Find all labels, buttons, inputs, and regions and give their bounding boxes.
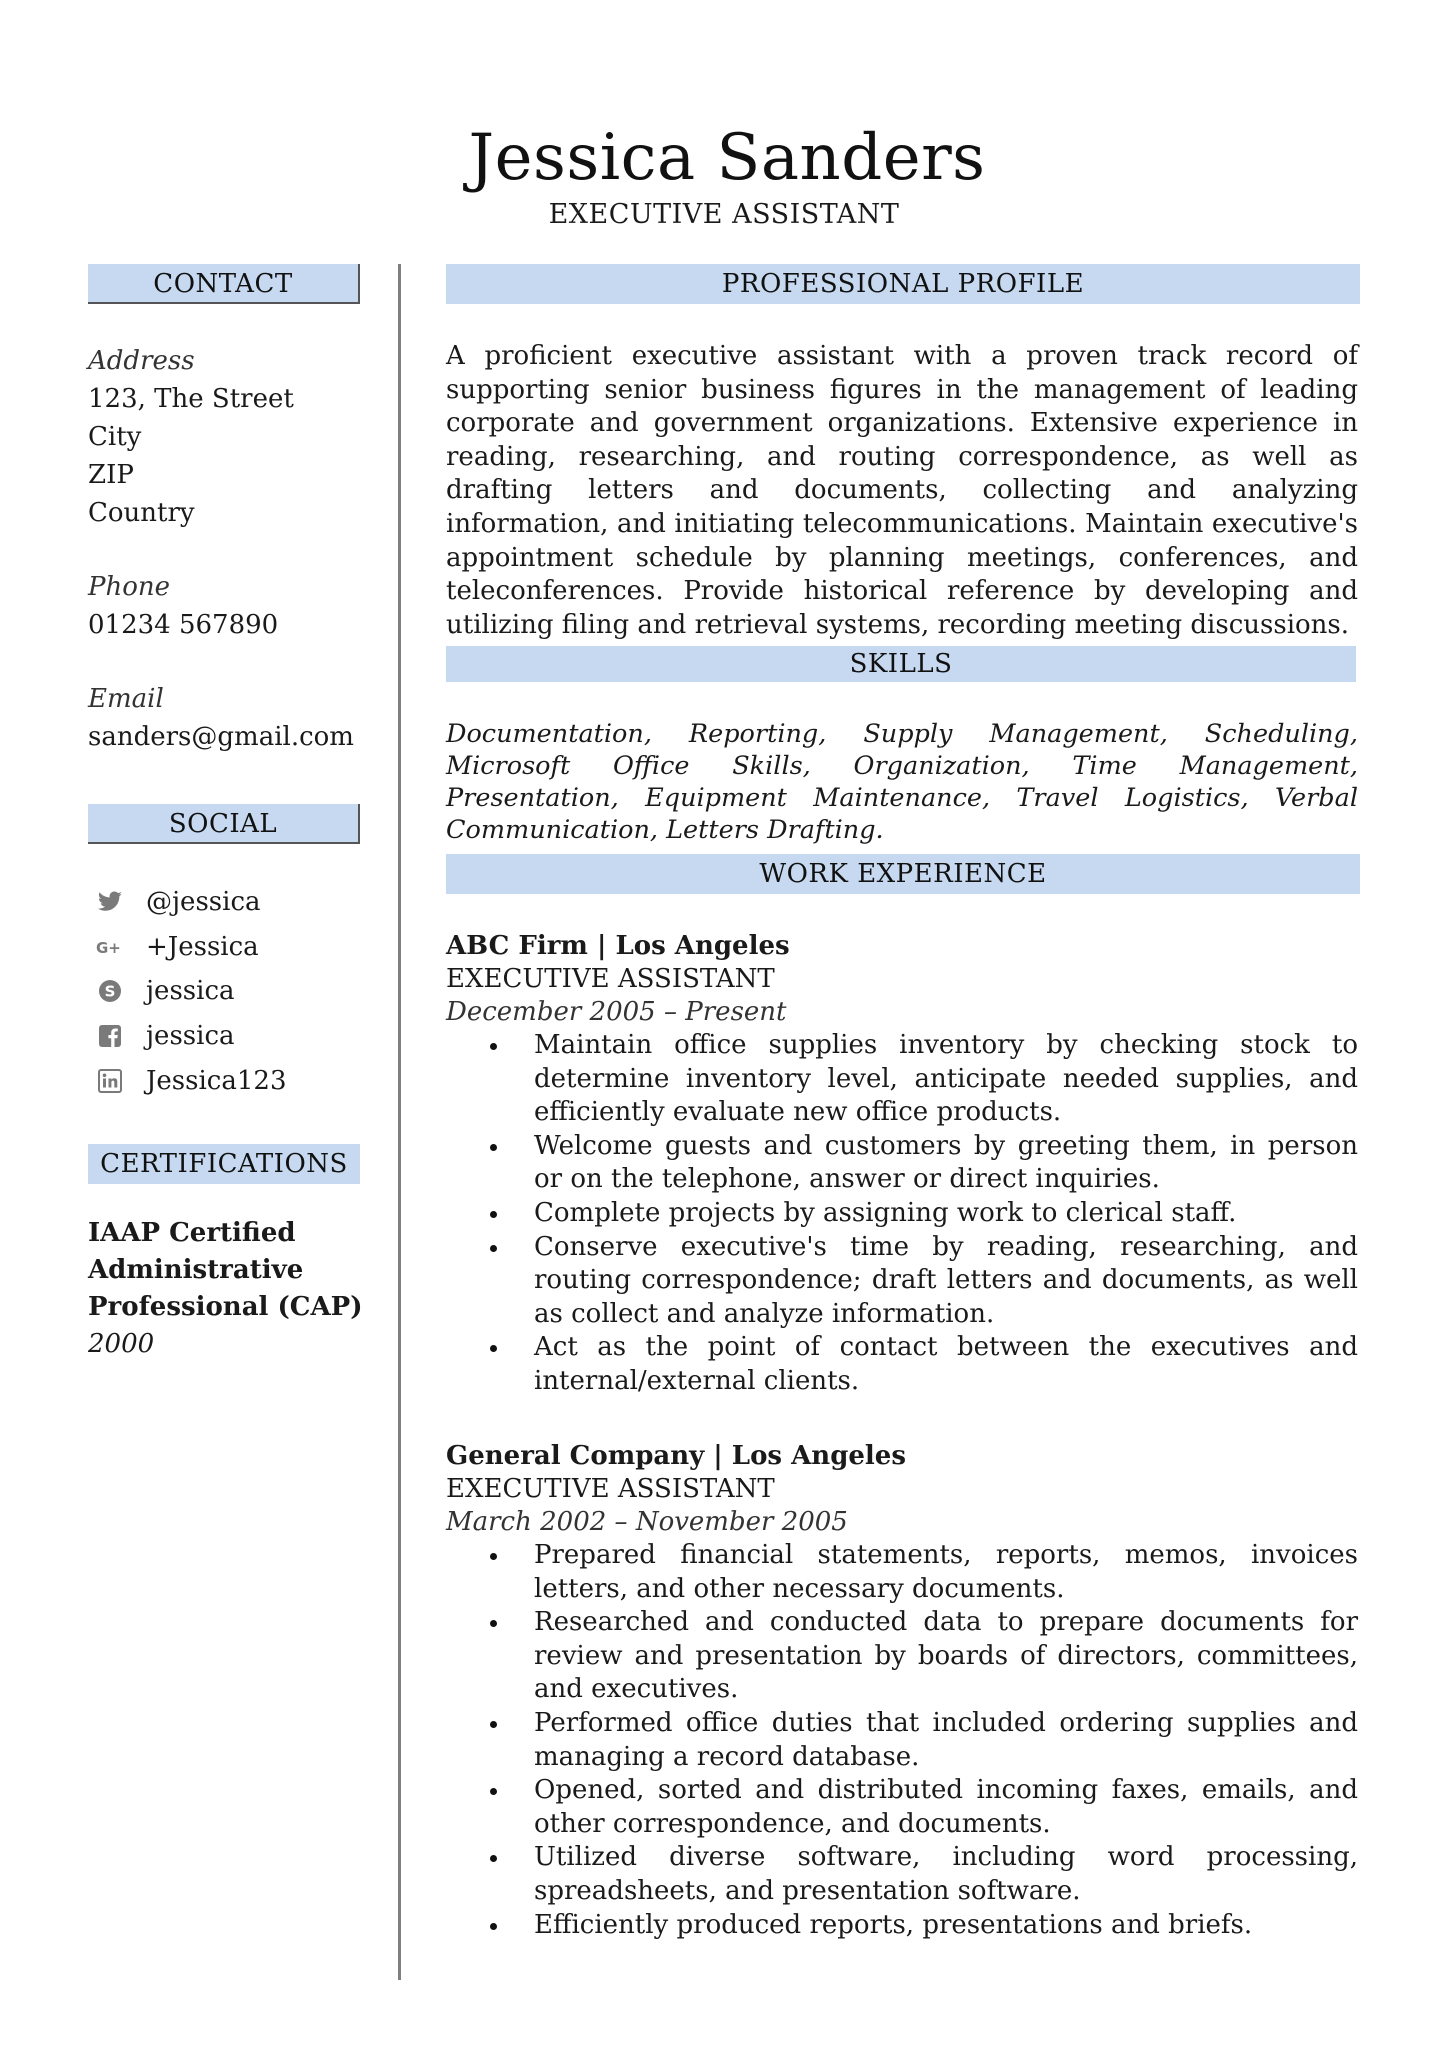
svg-text:S: S: [104, 982, 116, 1001]
email-label: Email: [88, 684, 164, 714]
duty-item: Act as the point of contact between the executives and internal/external clients.: [446, 1331, 1358, 1398]
certification-name: Administrative: [88, 1255, 304, 1285]
certification-year: 2000: [88, 1329, 155, 1359]
social-handle: @jessica: [146, 887, 261, 918]
column-divider: [398, 264, 401, 1980]
contact-block: [88, 342, 388, 756]
certification-name: Professional (CAP): [88, 1292, 363, 1322]
duty-item: Complete projects by assigning work to clerical staff.: [446, 1197, 1358, 1231]
social-handle: +Jessica: [146, 931, 259, 962]
address-line: Country: [88, 498, 195, 528]
address-label: Address: [88, 346, 195, 376]
duty-item: Maintain office supplies inventory by checking stock to determine inventory level, anticipate needed supplies, and efficiently evaluate new office products.: [446, 1029, 1358, 1130]
job-role: EXECUTIVE ASSISTANT: [446, 964, 775, 994]
profile-heading: PROFESSIONAL PROFILE: [446, 264, 1360, 304]
skype-icon: [96, 977, 124, 1005]
duty-item: Prepared financial statements, reports, memos, invoices letters, and other necessary documents.: [446, 1539, 1358, 1606]
candidate-name: Jessica Sanders: [468, 121, 986, 195]
phone-label: Phone: [88, 572, 171, 602]
experience-heading: WORK EXPERIENCE: [446, 854, 1360, 894]
skills-text: Documentation, Reporting, Supply Management, Scheduling, Microsoft Office Skills, Organization, Time Management, Presentation, Equipment Maintenance, Travel Logistics, Verbal Communication, Letters Drafting.: [446, 719, 1358, 845]
profile-text: A proficient executive assistant with a proven track record of supporting senior business figures in the management of leading corporate and government organizations. Extensive experience in reading, researching, and routing correspondence, as well as drafting letters and documents, collecting and analyzing information, and initiating telecommunications. Maintain executive's appointment schedule by planning meetings, conferences, and teleconferences. Provide historical reference by developing and utilizing filing and retrieval systems, recording meeting discussions.: [446, 341, 1358, 640]
duty-item: Welcome guests and customers by greeting them, in person or on the telephone, answer or direct inquiries.: [446, 1130, 1358, 1197]
candidate-title: EXECUTIVE ASSISTANT: [548, 199, 900, 230]
social-heading: SOCIAL: [88, 804, 360, 844]
social-handle: jessica: [146, 976, 235, 1007]
duty-item: Opened, sorted and distributed incoming faxes, emails, and other correspondence, and documents.: [446, 1774, 1358, 1841]
linkedin-icon: [96, 1067, 124, 1095]
duty-item: Performed office duties that included ordering supplies and managing a record database.: [446, 1707, 1358, 1774]
email-value[interactable]: sanders@gmail.com: [88, 722, 354, 752]
social-item-skype[interactable]: [96, 969, 396, 1014]
social-item-twitter[interactable]: [96, 880, 396, 925]
social-list: [96, 880, 396, 1103]
certifications-heading: CERTIFICATIONS: [88, 1144, 360, 1184]
social-item-google-plus[interactable]: [96, 925, 396, 970]
twitter-icon: [96, 888, 124, 916]
facebook-icon: [96, 1022, 124, 1050]
duty-item: Utilized diverse software, including word processing, spreadsheets, and presentation software.: [446, 1841, 1358, 1908]
certification-item: [88, 1215, 388, 1363]
job-entry: [446, 930, 1358, 1399]
job-duties: [446, 1539, 1358, 1942]
job-entry: [446, 1440, 1358, 1942]
social-handle: jessica: [146, 1021, 235, 1052]
google-plus-icon: [96, 933, 124, 961]
address-line: 123, The Street: [88, 384, 294, 414]
duty-item: Researched and conducted data to prepare documents for review and presentation by boards of directors, committees, and executives.: [446, 1606, 1358, 1707]
social-handle: Jessica123: [146, 1065, 287, 1096]
address-line: ZIP: [88, 460, 134, 490]
job-dates: March 2002 – November 2005: [446, 1507, 848, 1537]
duty-item: Conserve executive's time by reading, researching, and routing correspondence; draft letters and documents, as well as collect and analyze information.: [446, 1231, 1358, 1332]
phone-value: 01234 567890: [88, 610, 279, 640]
social-item-facebook[interactable]: [96, 1014, 396, 1059]
svg-text:G+: G+: [96, 938, 121, 957]
job-company: ABC Firm | Los Angeles: [446, 931, 790, 961]
contact-heading: CONTACT: [88, 264, 360, 304]
job-company: General Company | Los Angeles: [446, 1441, 906, 1471]
skills-heading: SKILLS: [446, 646, 1356, 682]
address-line: City: [88, 422, 142, 452]
job-duties: [446, 1029, 1358, 1399]
social-item-linkedin[interactable]: [96, 1058, 396, 1103]
job-role: EXECUTIVE ASSISTANT: [446, 1474, 775, 1504]
certification-name: IAAP Certified: [88, 1218, 296, 1248]
job-dates: December 2005 – Present: [446, 997, 787, 1027]
duty-item: Efficiently produced reports, presentations and briefs.: [446, 1909, 1358, 1943]
